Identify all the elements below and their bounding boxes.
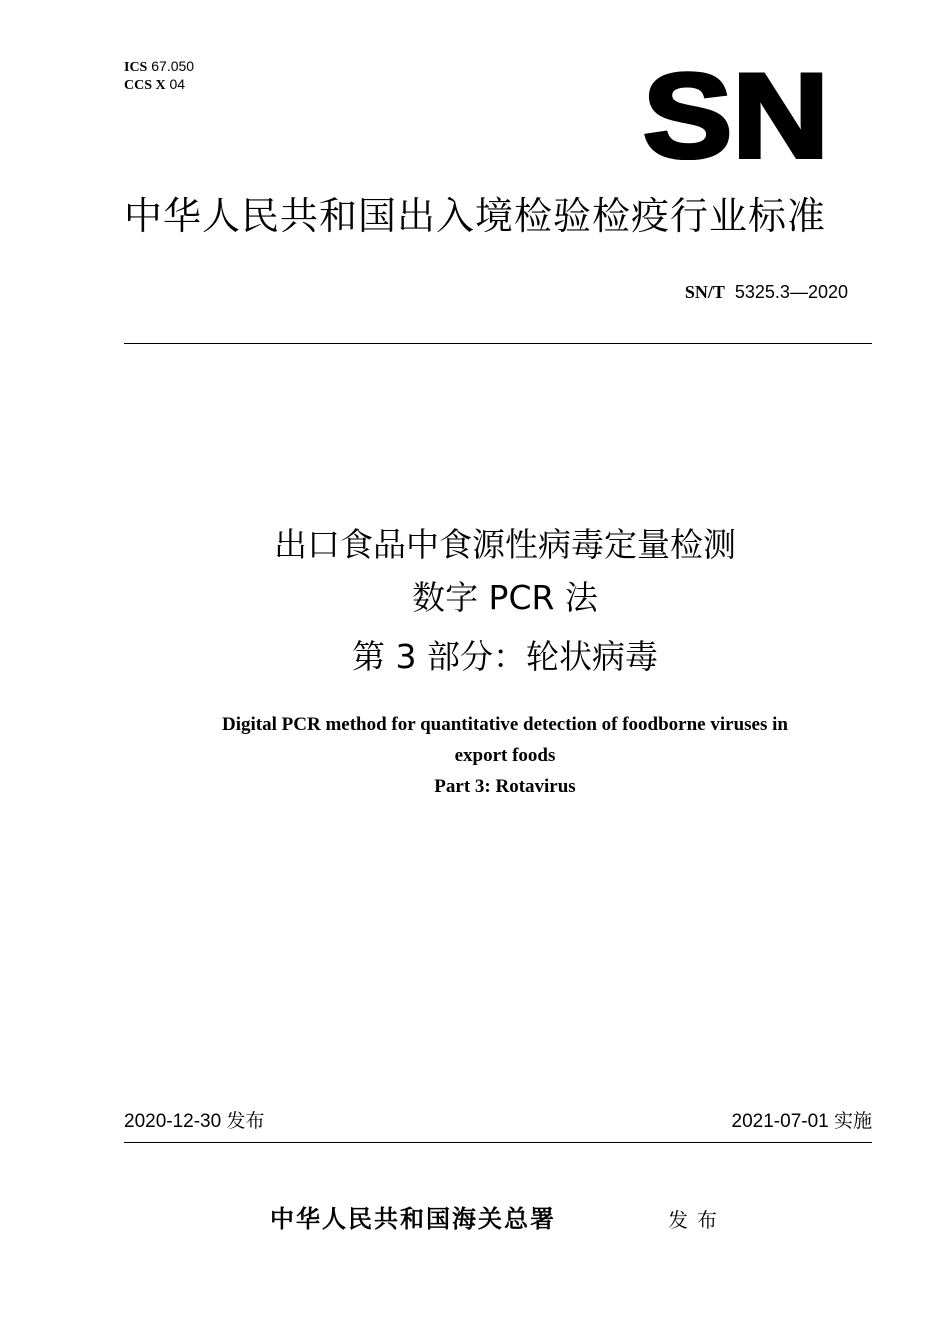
title-cn-line1: 出口食品中食源性病毒定量检测 <box>274 525 736 564</box>
sn-logo-text: SN <box>643 68 829 160</box>
ccs-code: CCS X 04 <box>124 76 186 93</box>
standard-prefix: SN/T <box>684 282 725 302</box>
title-en-line2: export foods <box>454 745 556 766</box>
title-cn-line2: 数字 PCR 法 <box>412 578 598 617</box>
issuing-authority-suffix: 发布 <box>668 1208 726 1232</box>
sn-logo <box>642 68 830 160</box>
title-cn-line3: 第 3 部分：轮状病毒 <box>352 637 658 676</box>
title-en-line1: Digital PCR method for quantitative detection of foodborne viruses in <box>222 714 788 735</box>
issue-date: 2020-12-30 发布 <box>124 1111 265 1132</box>
footer-divider <box>124 1142 872 1143</box>
title-en-line3: Part 3: Rotavirus <box>434 776 576 797</box>
issuing-authority: 中华人民共和国海关总署 <box>270 1204 556 1233</box>
standard-number <box>685 281 848 303</box>
ics-code: ICS 67.050 <box>124 58 195 75</box>
classification-codes <box>124 58 194 94</box>
implementation-date: 2021-07-01 实施 <box>731 1111 872 1132</box>
standard-code: 5325.3—2020 <box>734 282 848 302</box>
agency-title: 中华人民共和国出入境检验检疫行业标准 <box>124 194 827 238</box>
header-divider <box>124 343 872 344</box>
